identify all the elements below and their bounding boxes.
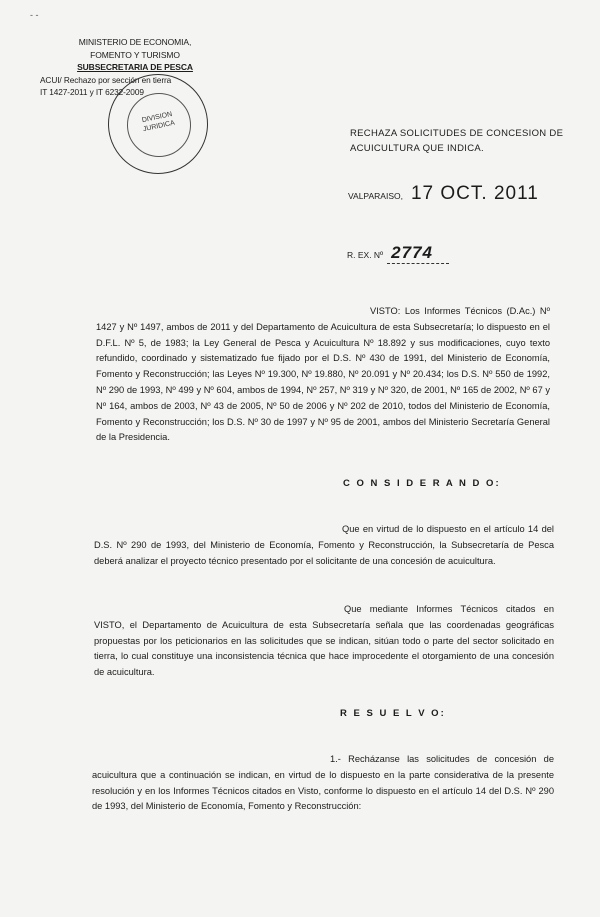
resuelvo-heading: R E S U E L V O: — [340, 708, 446, 719]
report-reference: IT 1427-2011 y IT 6232-2009 — [40, 87, 144, 97]
file-reference: ACUI/ Rechazo por sección en tierra — [40, 74, 172, 85]
resuelvo-paragraph-1 — [92, 752, 554, 815]
resolution-number: 2774 — [387, 243, 449, 264]
division-juridica-stamp — [108, 74, 208, 174]
considerando-paragraph-2 — [94, 602, 554, 681]
considerando-text-2: Que mediante Informes Técnicos citados en VISTO, el Departamento de Acuicultura de esta Subsecretaría señala que las coordenadas geográficas propuestas por los peticionarios en las solicitudes que se indican, sitúan todo o parte del sector solicitado en tierra, lo cual constituye una inconsistencia técnica que hace improcedente el otorgamiento de una concesión de acuicultura. — [94, 604, 554, 678]
resolution-number-line — [347, 243, 449, 264]
date-place: VALPARAISO, — [348, 191, 403, 201]
subsecretaria-name: SUBSECRETARIA DE PESCA — [77, 62, 193, 72]
corner-mark: - - — [30, 10, 39, 20]
considerando-text-1: Que en virtud de lo dispuesto en el artículo 14 del D.S. Nº 290 de 1993, del Ministerio de Economía, Fomento y Reconstrucción, la Subsecretaría de Pesca deberá analizar el proyecto técnico presentado por el solicitante de una concesión de acuicultura. — [94, 524, 554, 566]
visto-lead: VISTO: — [370, 306, 401, 316]
date-line — [348, 183, 539, 205]
visto-text: Los Informes Técnicos (D.Ac.) Nº 1427 y Nº 1497, ambos de 2011 y del Departamento de Acuicultura de esta Subsecretaría; lo dispuesto en el D.F.L. Nº 5, de 1983; la Ley General de Pesca y Acuicultura Nº 18.892 y sus modificaciones, cuyo texto refundido, coordinado y sistematizado fue fijado por el D.S. Nº 430 de 1991, del Ministerio de Economía, Fomento y Reconstrucción; las Leyes Nº 19.300, Nº 19.880, Nº 20.091 y Nº 20.434; los D.S. Nº 550 de 1992, Nº 290 de 1993, Nº 499 y Nº 604, ambos de 1994, Nº 257, Nº 319 y Nº 320, de 2001, Nº 165 de 2002, Nº 67 y Nº 164, ambos de 2003, Nº 43 de 2005, Nº 50 de 2006 y Nº 202 de 2010, todos del Ministerio de Economía, Fomento y Reconstrucción; los D.S. Nº 30 de 1997 y Nº 95 de 2001, ambos del Ministerio Secretaría General de la Presidencia. — [96, 306, 550, 443]
document-title — [350, 126, 563, 156]
title-line-2: ACUICULTURA QUE INDICA. — [350, 143, 484, 154]
stamp-text: DIVISION JURIDICA — [141, 110, 176, 134]
resolution-label: R. EX. Nº — [347, 250, 384, 260]
title-line-1: RECHAZA SOLICITUDES DE CONCESION DE — [350, 128, 564, 139]
ministry-name: MINISTERIO DE ECONOMIA, — [78, 37, 192, 47]
ministry-name-cont: FOMENTO Y TURISMO — [90, 49, 180, 60]
considerando-paragraph-1 — [94, 522, 554, 569]
visto-paragraph — [96, 304, 550, 446]
considerando-heading: C O N S I D E R A N D O: — [343, 478, 501, 489]
date-stamp: 17 OCT. 2011 — [410, 183, 539, 204]
resuelvo-text-1: 1.- Recházanse las solicitudes de concesión de acuicultura que a continuación se indican, en virtud de lo dispuesto en la parte considerativa de la presente resolución y en los Informes Técnicos citados en Visto, conforme lo dispuesto en el artículo 14 del D.S. Nº 290 de 1993, del Ministerio de Economía, Fomento y Reconstrucción: — [92, 754, 554, 812]
